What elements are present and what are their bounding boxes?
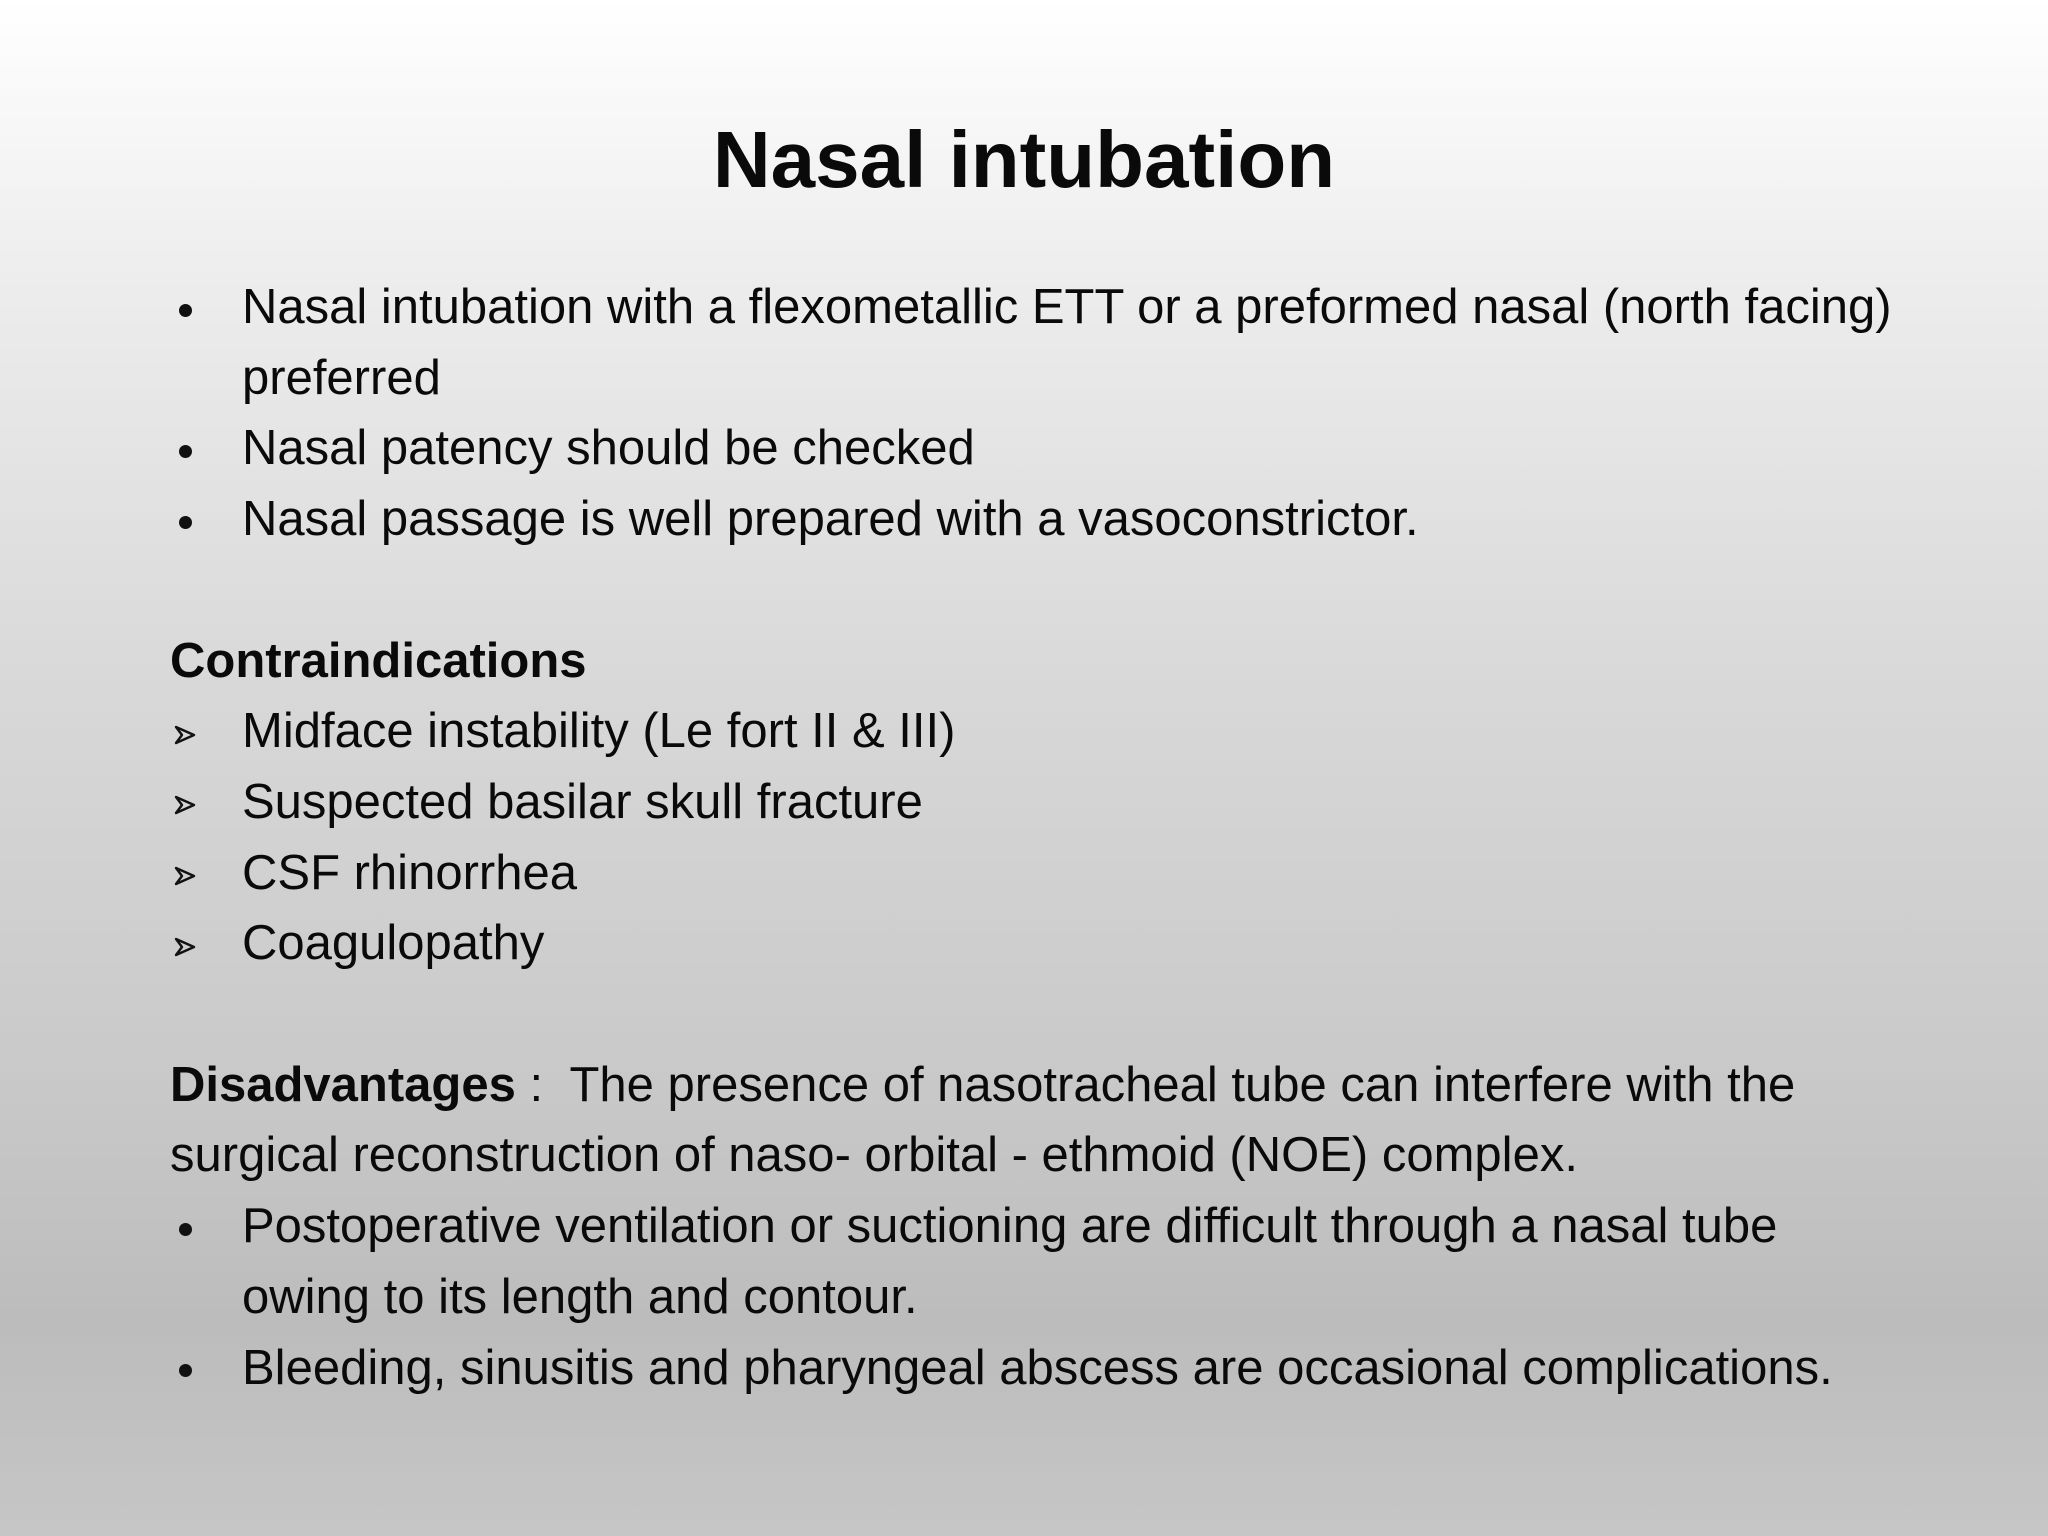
bullet-dot-icon xyxy=(170,1191,200,1262)
list-item xyxy=(170,484,1910,555)
list-item xyxy=(170,413,1910,484)
bullet-dot-icon xyxy=(170,1333,200,1404)
list-item xyxy=(170,1333,1910,1404)
contraindication-text: Coagulopathy xyxy=(242,916,545,971)
contraindication-text: Suspected basilar skull fracture xyxy=(242,774,923,829)
arrowhead-bullet-icon xyxy=(170,838,200,909)
list-item xyxy=(170,272,1910,413)
arrowhead-bullet-icon xyxy=(170,696,200,767)
list-item xyxy=(170,1191,1910,1332)
bullet-text: Nasal passage is well prepared with a vasoconstrictor. xyxy=(242,492,1419,547)
contraindications-heading: Contraindications xyxy=(170,633,587,688)
bullet-text: Nasal intubation with a flexometallic ETT or a preformed nasal (north facing) preferred xyxy=(242,280,1892,405)
list-item xyxy=(170,908,1910,979)
disadvantages-paragraph xyxy=(170,1050,1910,1191)
slide-title: Nasal intubation xyxy=(712,115,1336,204)
spacer xyxy=(170,979,1910,1050)
slide-body xyxy=(170,272,1910,1403)
disadvantages-text: The presence of nasotracheal tube can interfere with the surgical reconstruction of naso- orbital - ethmoid (NOE) complex. xyxy=(170,1057,1796,1183)
contraindication-text: Midface instability (Le fort II & III) xyxy=(242,704,956,759)
list-item xyxy=(170,767,1910,838)
bullet-text: Postoperative ventilation or suctioning are difficult through a nasal tube owing to its length and contour. xyxy=(242,1199,1778,1324)
arrowhead-bullet-icon xyxy=(170,908,200,979)
bullet-text: Nasal patency should be checked xyxy=(242,421,975,476)
disadvantages-separator: : xyxy=(515,1057,570,1112)
list-item xyxy=(170,838,1910,909)
bullet-dot-icon xyxy=(170,413,200,484)
list-item xyxy=(170,696,1910,767)
contraindication-text: CSF rhinorrhea xyxy=(242,845,577,900)
bullet-dot-icon xyxy=(170,484,200,555)
bullet-dot-icon xyxy=(170,272,200,343)
disadvantages-heading: Disadvantages xyxy=(170,1057,516,1112)
arrowhead-bullet-icon xyxy=(170,767,200,838)
bullet-text: Bleeding, sinusitis and pharyngeal abscess are occasional complications. xyxy=(242,1340,1833,1395)
spacer xyxy=(170,555,1910,626)
